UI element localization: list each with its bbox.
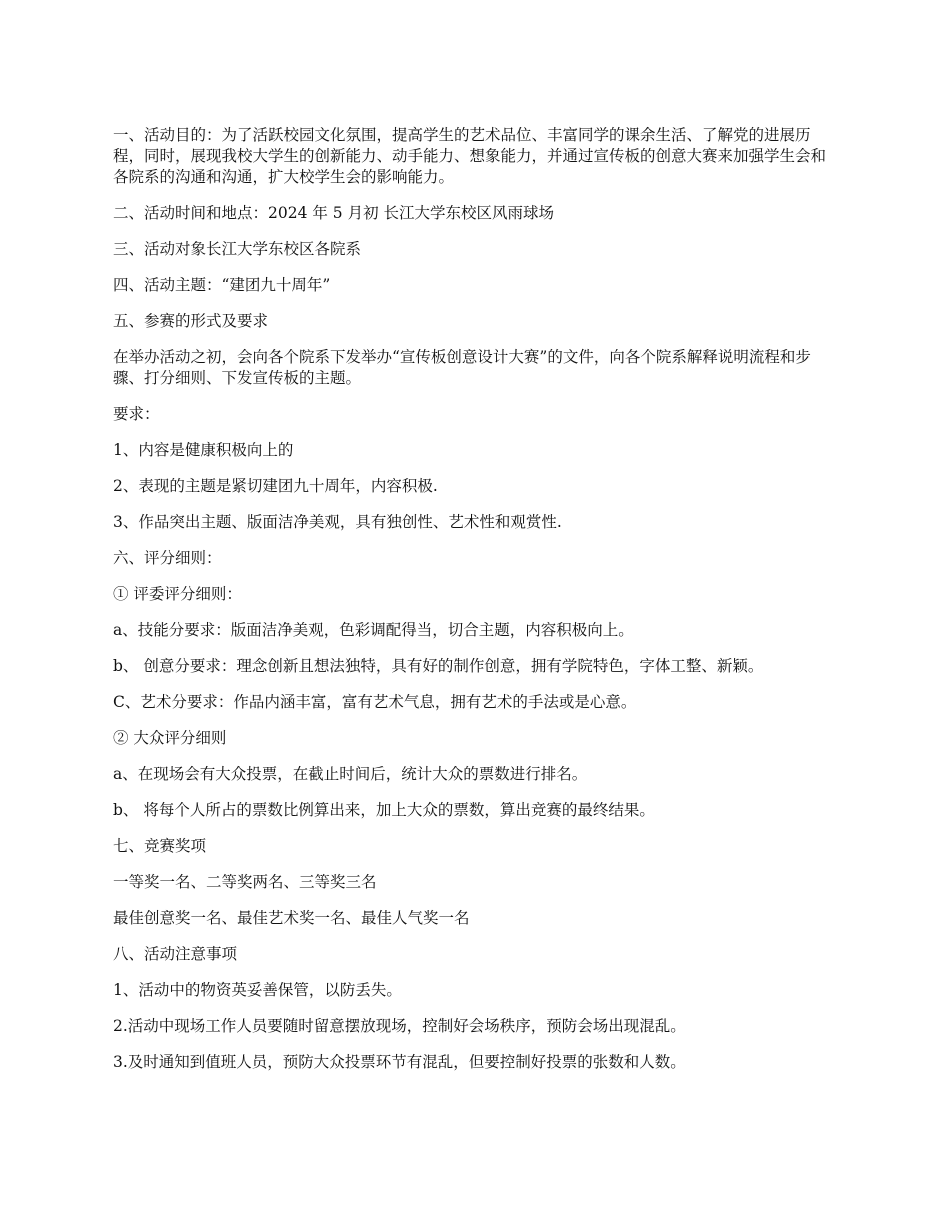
heading-format-requirements: 五、参赛的形式及要求 [113, 312, 269, 330]
paragraph-purpose: 一、活动目的：为了活跃校园文化氛围，提高学生的艺术品位、丰富同学的课余生活、了解党的进展历程，同时，展现我校大学生的创新能力、动手能力、想象能力，并通过宣传板的创意大赛来加强学生会和各院系的沟通和沟通，扩大校学生会的影响能力。 [113, 126, 827, 186]
heading-scoring: 六、评分细则： [113, 549, 222, 567]
heading-public-scoring: ② 大众评分细则 [113, 729, 227, 747]
requirement-item-3: 3、作品突出主题、版面洁净美观，具有独创性、艺术性和观赏性. [113, 513, 562, 531]
note-item-2: 2.活动中现场工作人员要随时留意摆放现场，控制好会场秩序，预防会场出现混乱。 [113, 1017, 686, 1035]
judge-scoring-b: b、 创意分要求：理念创新且想法独特，具有好的制作创意，拥有学院特色，字体工整、新颖。 [113, 657, 764, 675]
heading-requirements: 要求： [113, 405, 160, 423]
paragraph-format-description: 在举办活动之初，会向各个院系下发举办“宣传板创意设计大赛”的文件，向各个院系解释说明流程和步骤、打分细则、下发宣传板的主题。 [113, 348, 811, 387]
judge-scoring-a: a、技能分要求：版面洁净美观，色彩调配得当，切合主题，内容积极向上。 [113, 621, 634, 639]
public-scoring-b: b、 将每个人所占的票数比例算出来，加上大众的票数，算出竞赛的最终结果。 [113, 801, 655, 819]
heading-awards: 七、竞赛奖项 [113, 837, 207, 855]
document-body [113, 125, 839, 1088]
note-item-3: 3.及时通知到值班人员，预防大众投票环节有混乱，但要控制好投票的张数和人数。 [113, 1053, 686, 1071]
requirement-item-2: 2、表现的主题是紧切建团九十周年，内容积极. [113, 477, 438, 495]
paragraph-target: 三、活动对象长江大学东校区各院系 [113, 240, 362, 258]
note-item-1: 1、活动中的物资英妥善保管，以防丢失。 [113, 981, 402, 999]
paragraph-theme: 四、活动主题：“建团九十周年” [113, 276, 331, 294]
paragraph-time-place: 二、活动时间和地点：2024 年 5 月初 长江大学东校区风雨球场 [113, 204, 555, 222]
awards-ranked: 一等奖一名、二等奖两名、三等奖三名 [113, 873, 377, 891]
awards-special: 最佳创意奖一名、最佳艺术奖一名、最佳人气奖一名 [113, 909, 470, 927]
requirement-item-1: 1、内容是健康积极向上的 [113, 441, 294, 459]
public-scoring-a: a、在现场会有大众投票，在截止时间后，统计大众的票数进行排名。 [113, 765, 588, 783]
heading-notes: 八、活动注意事项 [113, 945, 238, 963]
judge-scoring-c: C、艺术分要求：作品内涵丰富，富有艺术气息，拥有艺术的手法或是心意。 [113, 693, 637, 711]
heading-judge-scoring: ① 评委评分细则： [113, 585, 242, 603]
